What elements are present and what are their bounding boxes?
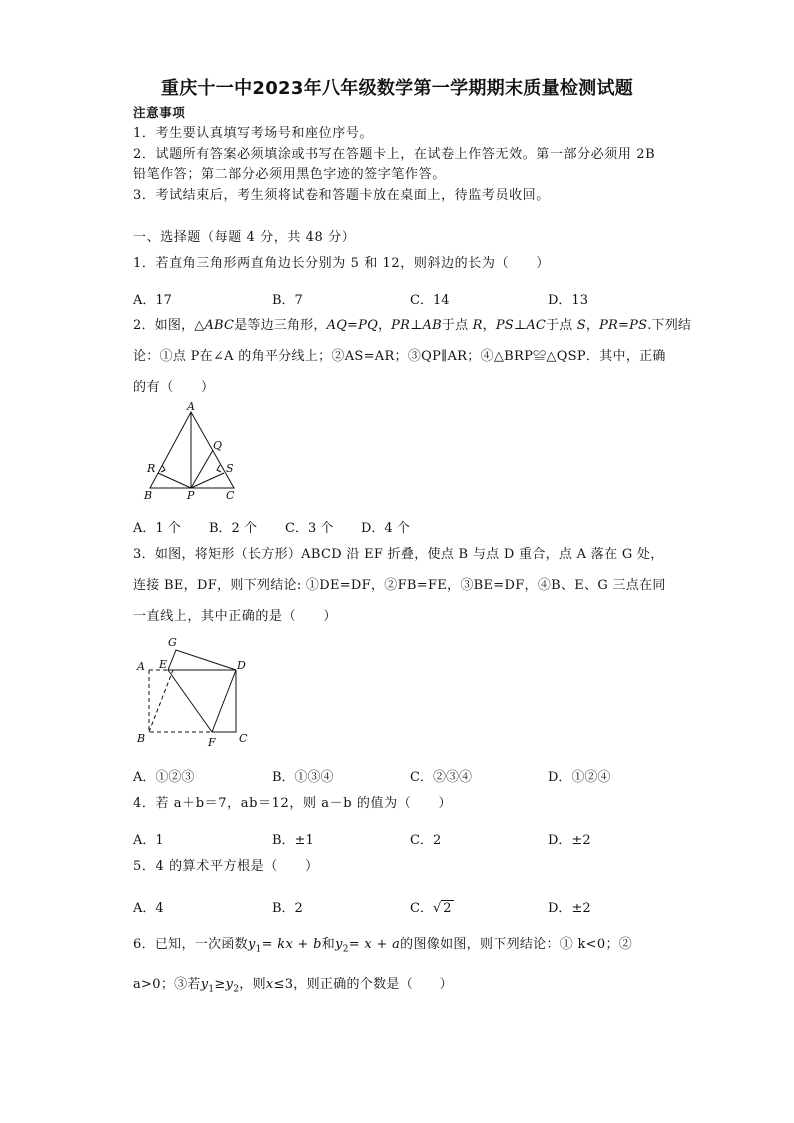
section-heading: 一、选择题（每题 4 分，共 48 分） xyxy=(133,230,356,245)
notice-item-3: 3．考试结束后，考生须将试卷和答题卡放在桌面上，待监考员收回。 xyxy=(133,188,550,203)
q2-stem-line2: 论：①点 P在∠A 的角平分线上；②AS=AR；③QP∥AR；④△BRP≌△QSP．其中，正确 xyxy=(133,349,666,364)
q1-option-d: D．13 xyxy=(548,293,588,308)
q3-label-c: C xyxy=(239,732,248,745)
notice-item-2-cont: 铅笔作答；第二部分必须用黑色字迹的签字笔作答。 xyxy=(133,167,446,182)
q3-label-b: B xyxy=(137,732,146,745)
q4-stem: 4．若 a＋b＝7，ab＝12，则 a－b 的值为（ ） xyxy=(133,796,453,811)
q1-option-b: B．7 xyxy=(272,293,303,308)
q3-stem-line3: 一直线上，其中正确的是（ ） xyxy=(133,609,338,624)
q2-triangle-figure xyxy=(138,398,246,502)
q2-option-d: D．4 个 xyxy=(361,521,410,536)
q2-label-a: A xyxy=(187,400,195,413)
q2-option-a: A．1 个 xyxy=(133,521,181,536)
q3-label-e: E xyxy=(159,658,168,671)
q1-option-a: A．17 xyxy=(133,293,172,308)
q5-option-a: A．4 xyxy=(133,901,164,916)
q5-stem: 5．4 的算术平方根是（ ） xyxy=(133,859,319,874)
notice-item-2: 2．试题所有答案必须填涂或书写在答题卡上，在试卷上作答无效。第一部分必须用 2B xyxy=(133,147,656,162)
q6-stem-line2: a>0；③若$y_1\ge y_2$，则x≤3，则正确的个数是（ ） xyxy=(133,977,453,995)
q3-option-d: D．①②④ xyxy=(548,770,611,785)
q3-label-g: G xyxy=(168,636,177,649)
q4-option-a: A．1 xyxy=(133,833,164,848)
q4-option-b: B．±1 xyxy=(272,833,314,848)
q2-label-q: Q xyxy=(213,439,223,452)
q3-label-f: F xyxy=(208,736,216,749)
q5-option-d: D．±2 xyxy=(548,901,591,916)
notice-item-1: 1．考生要认真填写考场号和座位序号。 xyxy=(133,126,374,141)
page-title: 重庆十一中2023年八年级数学第一学期期末质量检测试题 xyxy=(160,78,634,99)
q3-stem-line2: 连接 BE，DF，则下列结论: ①DE=DF，②FB=FE，③BE=DF，④B、E、G 三点在同 xyxy=(133,578,666,593)
q3-label-a: A xyxy=(137,660,145,673)
q3-rectangle-figure xyxy=(130,632,256,750)
sqrt-symbol: √ 2 xyxy=(432,901,452,916)
q4-option-c: C．2 xyxy=(410,833,442,848)
q2-label-r: R xyxy=(147,462,156,475)
q5-option-c: C．√ 2 xyxy=(410,901,452,916)
q6-stem-line1: 6．已知，一次函数$y_1=$ kx + b和$y_2= x + a$的图像如图，则下列结论：① k<0；② xyxy=(133,937,633,955)
q3-option-b: B．①③④ xyxy=(272,770,334,785)
q3-option-a: A．①②③ xyxy=(133,770,195,785)
notice-heading: 注意事项 xyxy=(133,105,186,120)
q3-stem-line1: 3．如图，将矩形（长方形）ABCD 沿 EF 折叠，使点 B 与点 D 重合，点 A 落在 G 处， xyxy=(133,547,664,562)
q2-label-c: C xyxy=(226,489,235,502)
q2-option-b: B．2 个 xyxy=(209,521,257,536)
q2-option-c: C．3 个 xyxy=(285,521,334,536)
q1-option-c: C．14 xyxy=(410,293,450,308)
q4-option-d: D．±2 xyxy=(548,833,591,848)
q5-option-b: B．2 xyxy=(272,901,303,916)
q2-stem-line1: 2．如图，△ABC是等边三角形，AQ=PQ，PR⊥AB于点 R，PS⊥AC于点 S，PR=PS.下列结 xyxy=(133,318,692,333)
q2-label-p: P xyxy=(187,489,195,502)
q2-label-b: B xyxy=(144,489,153,502)
q3-label-d: D xyxy=(237,659,246,672)
q1-stem: 1．若直角三角形两直角边长分别为 5 和 12，则斜边的长为（ ） xyxy=(133,256,550,271)
q2-label-s: S xyxy=(226,462,234,475)
q2-stem-line3: 的有（ ） xyxy=(133,380,215,395)
q3-option-c: C．②③④ xyxy=(410,770,472,785)
